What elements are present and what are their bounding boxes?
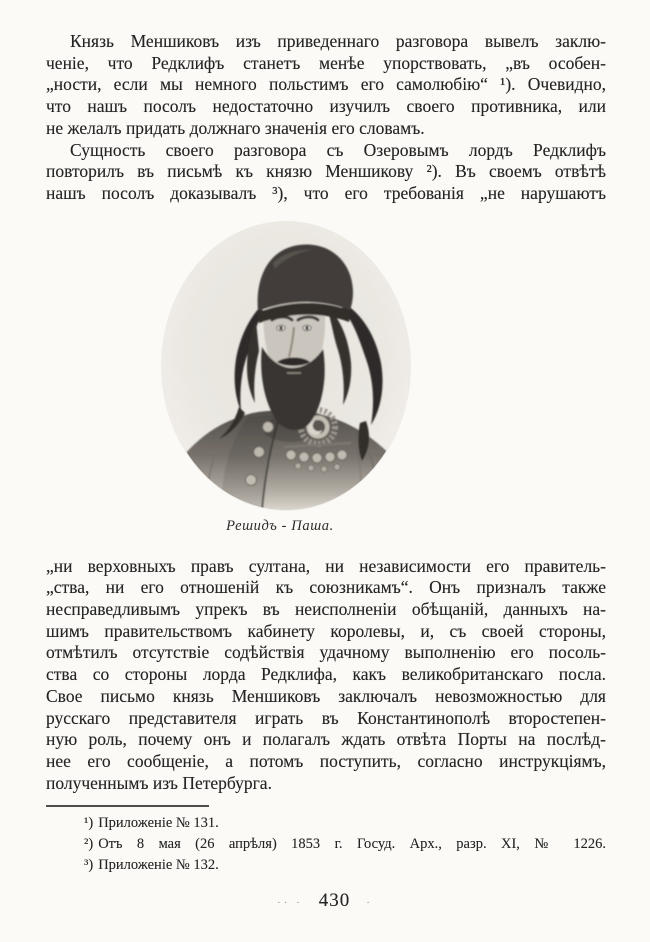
text-line: Князь Меншиковъ изъ приведеннаго разговора вывелъ заклю- <box>70 31 606 51</box>
footnote-3 <box>46 855 606 876</box>
text-line: „ства, ни его отношеній къ союзникамъ“. Онъ призналъ также <box>46 577 606 598</box>
text-line: ства со стороны лорда Редклифа, какъ великобританскаго посла. <box>46 664 606 685</box>
text-line: ченіе, что Редклифъ станетъ менѣе упорствовать, „въ особен- <box>46 52 606 73</box>
page-footer <box>0 890 650 912</box>
text-line: ную роль, почему онъ и полагалъ ждать отвѣта Порты на послѣд- <box>46 729 606 750</box>
page-number: 430 <box>318 890 351 912</box>
text-line: повторилъ въ письмѣ къ князю Меншикову ²). Въ своемъ отвѣтѣ <box>46 161 606 182</box>
footnote-text: Отъ 8 мая (26 апрѣля) 1853 г. Госуд. Арх., разр. XI, № 1226. <box>98 836 606 853</box>
footnote-text: Приложеніе № 132. <box>98 857 219 874</box>
text-line: нее его сообщеніе, а потомъ поступить, согласно инструкціямъ, <box>46 750 606 771</box>
text-line: Свое письмо князь Меншиковъ заключалъ невозможностью для <box>46 685 606 706</box>
text-line: что нашъ посолъ недостаточно изучилъ своего противника, или <box>46 96 606 117</box>
paragraph-2 <box>46 140 606 205</box>
scan-speck-left: ·· · <box>277 897 303 910</box>
text-line: Сущность своего разговора съ Озеровымъ лордъ Редклифъ <box>70 139 606 160</box>
footnotes-block <box>46 813 606 876</box>
text-line: не желалъ придать должнаго значенія его словамъ. <box>46 117 425 138</box>
footnote-1 <box>46 813 606 834</box>
text-line: отмѣтилъ отсутствіе содѣйствія удачному выполненію его посоль- <box>46 642 606 663</box>
text-line: несправедливымъ упрекъ въ неисполненіи обѣщаній, данныхъ на- <box>46 599 606 620</box>
footnote-2 <box>46 834 606 855</box>
paragraph-1 <box>46 0 606 140</box>
footnote-marker: ¹) <box>84 815 94 832</box>
text-line: шимъ правительствомъ кабинету королевы, и, съ своей стороны, <box>46 620 606 641</box>
footnote-text: Приложеніе № 131. <box>98 815 219 832</box>
footnote-marker: ³) <box>84 857 94 874</box>
paragraph-3 <box>46 556 606 795</box>
portrait-oval <box>161 221 411 511</box>
text-line: „ности, если мы немного польстимъ его самолюбію“ ¹). Очевидно, <box>46 74 606 95</box>
book-page-text-column <box>46 0 606 205</box>
text-line: нашъ посолъ доказывалъ ³), что его требованія „не нарушаютъ <box>46 182 606 203</box>
text-line: русскаго представителя играть въ Константинополѣ второстепен- <box>46 707 606 728</box>
footnote-marker: ²) <box>84 836 94 853</box>
scan-speck-right: · <box>366 897 373 910</box>
reshid-pasha-portrait <box>161 221 411 511</box>
footnote-divider-rule <box>46 805 209 807</box>
text-line: „ни верховныхъ правъ султана, ни независимости его правитель- <box>46 555 606 576</box>
portrait-caption: Решидъ - Паша. <box>226 517 334 534</box>
text-line: полученнымъ изъ Петербурга. <box>46 772 272 793</box>
